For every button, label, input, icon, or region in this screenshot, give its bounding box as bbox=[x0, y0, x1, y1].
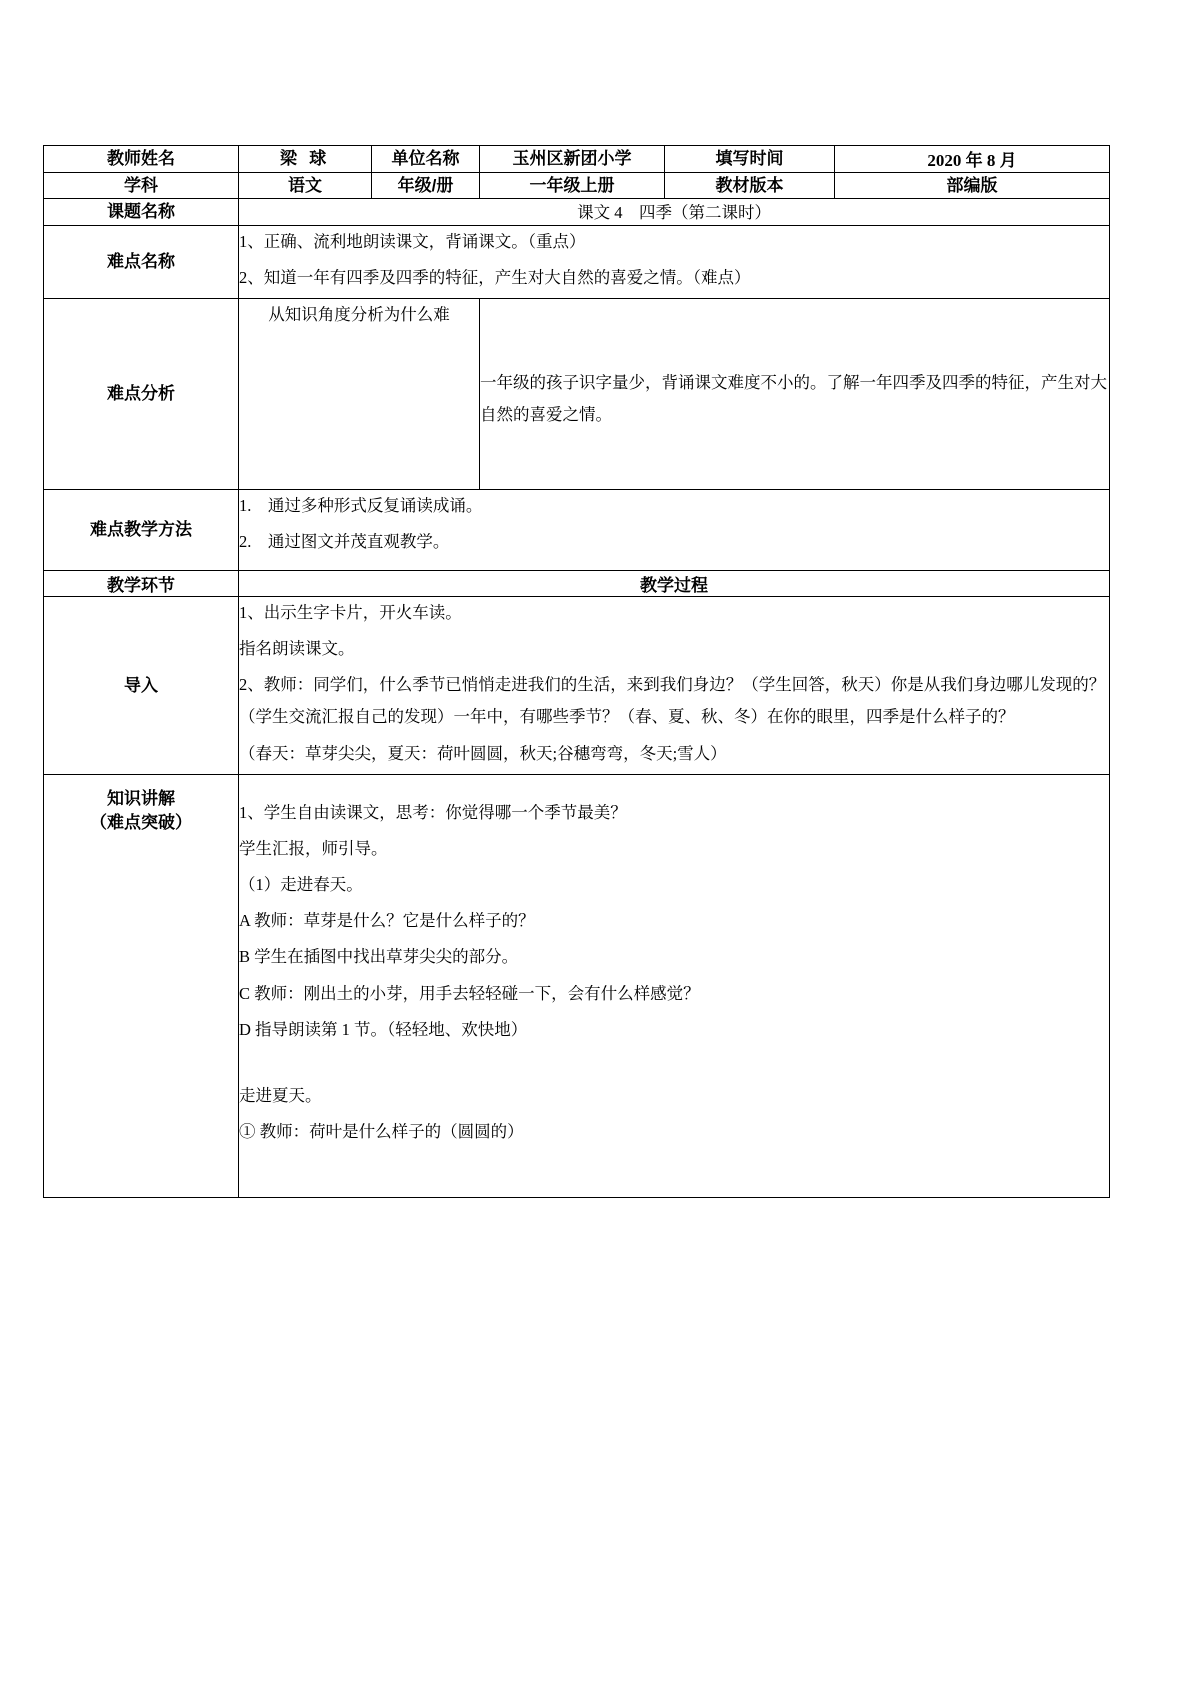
table-row bbox=[44, 489, 1110, 570]
knowledge-line-7: D 指导朗读第 1 节。（轻轻地、欢快地） bbox=[239, 1019, 528, 1039]
table-row bbox=[44, 199, 1110, 226]
subject-label: 学科 bbox=[44, 172, 239, 199]
difficulty-analysis-label: 难点分析 bbox=[44, 298, 239, 489]
teaching-method-label: 难点教学方法 bbox=[44, 489, 239, 570]
knowledge-line-4: A 教师：草芽是什么？它是什么样子的？ bbox=[239, 911, 535, 931]
unit-name-label: 单位名称 bbox=[372, 146, 480, 173]
table-row bbox=[44, 172, 1110, 199]
topic-value: 课文 4 四季（第二课时） bbox=[239, 199, 1110, 226]
section-label-knowledge bbox=[44, 774, 239, 1197]
topic-label: 课题名称 bbox=[44, 199, 239, 226]
intro-line-1: 1、出示生字卡片，开火车读。 bbox=[239, 602, 462, 622]
intro-line-3: 2、教师：同学们，什么季节已悄悄走进我们的生活，来到我们身边？（学生回答，秋天）你是从我们身边哪儿发现的？（学生交流汇报自己的发现）一年中，有哪些季节？（春、夏、秋、冬）在你的眼里，四季是什么样子的？ bbox=[239, 675, 1106, 727]
difficulty-name-label: 难点名称 bbox=[44, 225, 239, 298]
teacher-name-label: 教师姓名 bbox=[44, 146, 239, 173]
grade-label: 年级/册 bbox=[372, 172, 480, 199]
table-row bbox=[44, 596, 1110, 774]
section-label-knowledge-line-2: （难点突破） bbox=[90, 813, 192, 833]
unit-name-value: 玉州区新团小学 bbox=[480, 146, 665, 173]
textbook-version-value: 部编版 bbox=[835, 172, 1110, 199]
difficulty-name-line-1: 1、正确、流利地朗读课文，背诵课文。（重点） bbox=[239, 231, 586, 251]
teacher-name-value: 梁 球 bbox=[239, 146, 372, 173]
intro-line-2: 指名朗读课文。 bbox=[239, 639, 355, 659]
intro-line-4: （春天：草芽尖尖，夏天：荷叶圆圆，秋天;谷穗弯弯，冬天;雪人） bbox=[239, 743, 727, 763]
knowledge-line-5: B 学生在插图中找出草芽尖尖的部分。 bbox=[239, 947, 519, 967]
knowledge-blank-line bbox=[239, 1050, 1109, 1076]
table-row bbox=[44, 298, 1110, 489]
section-label-intro: 导入 bbox=[44, 596, 239, 774]
fill-time-label: 填写时间 bbox=[665, 146, 835, 173]
textbook-version-label: 教材版本 bbox=[665, 172, 835, 199]
teaching-process-label: 教学过程 bbox=[239, 570, 1110, 596]
teaching-stage-label: 教学环节 bbox=[44, 570, 239, 596]
difficulty-analysis-content: 一年级的孩子识字量少，背诵课文难度不小的。了解一年四季及四季的特征，产生对大自然的喜爱之情。 bbox=[480, 298, 1110, 489]
difficulty-name-content bbox=[239, 225, 1110, 298]
subject-value: 语文 bbox=[239, 172, 372, 199]
difficulty-name-line-2: 2、知道一年有四季及四季的特征，产生对大自然的喜爱之情。（难点） bbox=[239, 267, 751, 287]
knowledge-line-3: （1）走进春天。 bbox=[239, 875, 363, 895]
knowledge-line-1: 1、学生自由读课文，思考：你觉得哪一个季节最美？ bbox=[239, 802, 627, 822]
grade-value: 一年级上册 bbox=[480, 172, 665, 199]
section-content-intro bbox=[239, 596, 1110, 774]
knowledge-line-6: C 教师：刚出土的小芽，用手去轻轻碰一下，会有什么样感觉？ bbox=[239, 983, 700, 1003]
table-row bbox=[44, 774, 1110, 1197]
knowledge-line-2: 学生汇报，师引导。 bbox=[239, 838, 388, 858]
difficulty-analysis-sublabel: 从知识角度分析为什么难 bbox=[239, 298, 480, 489]
knowledge-line-9: 走进夏天。 bbox=[239, 1085, 322, 1105]
section-content-knowledge bbox=[239, 774, 1110, 1197]
section-label-knowledge-line-1: 知识讲解 bbox=[107, 788, 175, 808]
table-row bbox=[44, 570, 1110, 596]
teaching-method-line-2: 2. 通过图文并茂直观教学。 bbox=[239, 532, 450, 552]
knowledge-line-10: ① 教师：荷叶是什么样子的（圆圆的） bbox=[239, 1122, 524, 1142]
teaching-method-content bbox=[239, 489, 1110, 570]
teaching-method-line-1: 1. 通过多种形式反复诵读成诵。 bbox=[239, 495, 483, 515]
table-row bbox=[44, 146, 1110, 173]
table-row bbox=[44, 225, 1110, 298]
lesson-plan-table bbox=[43, 145, 1110, 1198]
fill-time-value: 2020 年 8 月 bbox=[835, 146, 1110, 173]
